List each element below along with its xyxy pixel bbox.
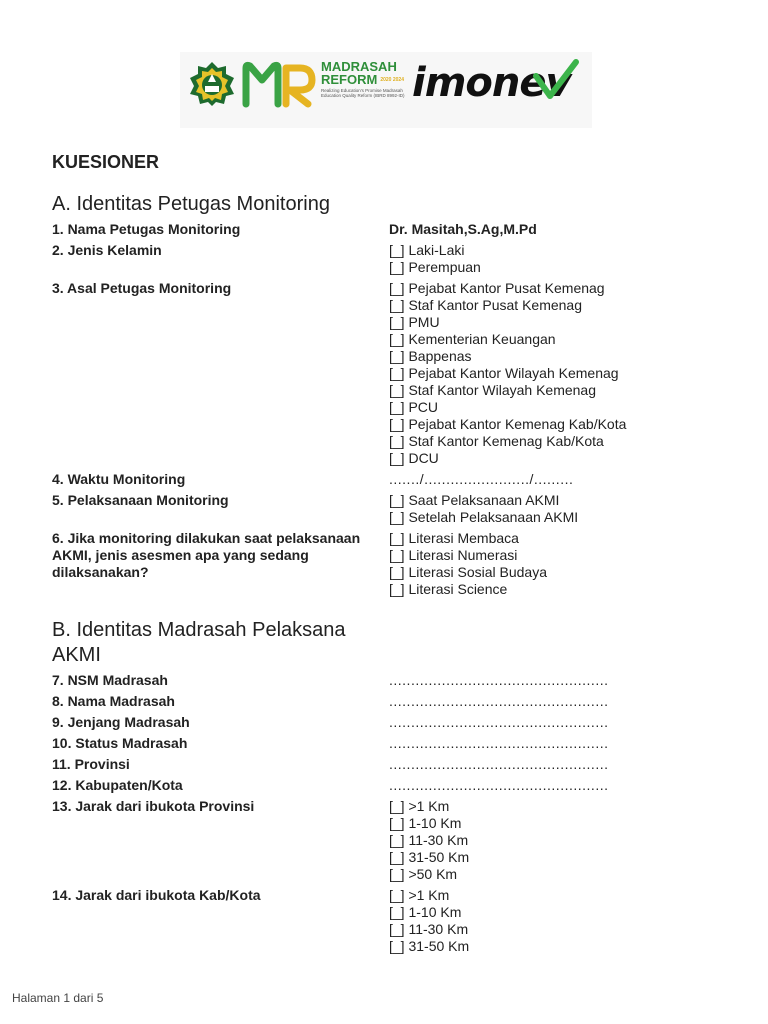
reform-title: REFORM bbox=[321, 72, 378, 87]
answer-options bbox=[389, 798, 732, 883]
kemenag-emblem-icon bbox=[188, 60, 236, 108]
question-row bbox=[52, 280, 732, 467]
answer-blank-field[interactable]: ......./......................../......... bbox=[389, 471, 574, 487]
answer-options bbox=[389, 693, 732, 710]
answer-option[interactable]: [_] >50 Km bbox=[389, 866, 458, 882]
question-row bbox=[52, 242, 732, 276]
answer-options bbox=[389, 777, 732, 794]
question-label: 12. Kabupaten/Kota bbox=[52, 777, 183, 793]
question-label: 6. Jika monitoring dilakukan saat pelaksanaan AKMI, jenis asesmen apa yang sedang dilaksanakan? bbox=[52, 530, 361, 580]
question-row bbox=[52, 530, 732, 598]
question-label: 10. Status Madrasah bbox=[52, 735, 188, 751]
answer-blank-field[interactable]: .................................................. bbox=[389, 714, 609, 730]
answer-option[interactable]: [_] 1-10 Km bbox=[389, 904, 462, 920]
answer-blank-field[interactable]: .................................................. bbox=[389, 735, 609, 751]
answer-blank-field[interactable]: .................................................. bbox=[389, 693, 609, 709]
question-label: 3. Asal Petugas Monitoring bbox=[52, 280, 232, 296]
question-row bbox=[52, 221, 732, 238]
answer-options bbox=[389, 735, 732, 752]
answer-options bbox=[389, 756, 732, 773]
question-row bbox=[52, 777, 732, 794]
section-b-questions bbox=[52, 672, 732, 955]
header-logo-banner bbox=[180, 52, 592, 128]
question-label: 11. Provinsi bbox=[52, 756, 130, 772]
question-label: 2. Jenis Kelamin bbox=[52, 242, 162, 258]
answer-options bbox=[389, 887, 732, 955]
question-row bbox=[52, 756, 732, 773]
answer-options bbox=[389, 242, 732, 276]
answer-options bbox=[389, 714, 732, 731]
answer-blank-field[interactable]: .................................................. bbox=[389, 777, 609, 793]
madrasah-reform-mr-icon bbox=[242, 60, 317, 108]
answer-options bbox=[389, 672, 732, 689]
answer-blank-field[interactable]: .................................................. bbox=[389, 756, 609, 772]
answer-option[interactable]: [_] Literasi Numerasi bbox=[389, 547, 518, 563]
answer-option[interactable]: [_] Laki-Laki bbox=[389, 242, 465, 258]
question-row bbox=[52, 492, 732, 526]
answer-option[interactable]: [_] PCU bbox=[389, 399, 439, 415]
answer-option[interactable]: [_] 1-10 Km bbox=[389, 815, 462, 831]
question-label: 1. Nama Petugas Monitoring bbox=[52, 221, 241, 237]
section-a-title: A. Identitas Petugas Monitoring bbox=[52, 193, 330, 215]
question-row bbox=[52, 887, 732, 955]
section-a-questions bbox=[52, 221, 732, 598]
answer-option[interactable]: [_] >1 Km bbox=[389, 887, 450, 903]
answer-option[interactable]: [_] Pejabat Kantor Pusat Kemenag bbox=[389, 280, 605, 296]
answer-options bbox=[389, 471, 732, 488]
answer-value: Dr. Masitah,S.Ag,M.Pd bbox=[389, 221, 537, 237]
question-label: 5. Pelaksanaan Monitoring bbox=[52, 492, 229, 508]
answer-option[interactable]: [_] >1 Km bbox=[389, 798, 450, 814]
answer-options bbox=[389, 530, 732, 598]
questionnaire-document bbox=[52, 150, 732, 959]
reform-years: 2020 2024 bbox=[380, 77, 404, 84]
answer-option[interactable]: [_] DCU bbox=[389, 450, 439, 466]
answer-option[interactable]: [_] Literasi Membaca bbox=[389, 530, 519, 546]
answer-option[interactable]: [_] Staf Kantor Wilayah Kemenag bbox=[389, 382, 596, 398]
question-row bbox=[52, 714, 732, 731]
question-row bbox=[52, 798, 732, 883]
answer-options bbox=[389, 280, 732, 467]
answer-option[interactable]: [_] Bappenas bbox=[389, 348, 472, 364]
answer-option[interactable]: [_] Setelah Pelaksanaan AKMI bbox=[389, 509, 579, 525]
question-label: 8. Nama Madrasah bbox=[52, 693, 175, 709]
question-label: 4. Waktu Monitoring bbox=[52, 471, 186, 487]
page-footer: Halaman 1 dari 5 bbox=[12, 991, 104, 1005]
question-row bbox=[52, 693, 732, 710]
answer-option[interactable]: [_] Literasi Sosial Budaya bbox=[389, 564, 547, 580]
answer-option[interactable]: [_] Kementerian Keuangan bbox=[389, 331, 556, 347]
answer-options bbox=[389, 492, 732, 526]
answer-option[interactable]: [_] 31-50 Km bbox=[389, 849, 470, 865]
answer-option[interactable]: [_] Saat Pelaksanaan AKMI bbox=[389, 492, 560, 508]
answer-option[interactable]: [_] 11-30 Km bbox=[389, 832, 469, 848]
answer-option[interactable]: [_] Pejabat Kantor Wilayah Kemenag bbox=[389, 365, 619, 381]
madrasah-title: MADRASAH bbox=[321, 59, 397, 74]
section-b-title: B. Identitas Madrasah Pelaksana AKMI bbox=[52, 619, 346, 666]
answer-option[interactable]: [_] PMU bbox=[389, 314, 440, 330]
imonev-logo-text: imonev bbox=[412, 60, 571, 106]
imonev-check-icon bbox=[532, 58, 580, 100]
question-row bbox=[52, 471, 732, 488]
answer-options bbox=[389, 221, 732, 238]
madrasah-reform-tagline: Realizing Education's Promise Madrasah Education Quality Reform (IBRD 8992-ID) bbox=[321, 88, 405, 99]
question-label: 13. Jarak dari ibukota Provinsi bbox=[52, 798, 255, 814]
answer-option[interactable]: [_] Pejabat Kantor Kemenag Kab/Kota bbox=[389, 416, 627, 432]
answer-option[interactable]: [_] Staf Kantor Kemenag Kab/Kota bbox=[389, 433, 604, 449]
question-label: 14. Jarak dari ibukota Kab/Kota bbox=[52, 887, 261, 903]
question-label: 7. NSM Madrasah bbox=[52, 672, 168, 688]
document-heading: KUESIONER bbox=[52, 152, 160, 172]
answer-option[interactable]: [_] Literasi Science bbox=[389, 581, 508, 597]
answer-blank-field[interactable]: .................................................. bbox=[389, 672, 609, 688]
question-label: 9. Jenjang Madrasah bbox=[52, 714, 190, 730]
answer-option[interactable]: [_] Staf Kantor Pusat Kemenag bbox=[389, 297, 583, 313]
question-row bbox=[52, 672, 732, 689]
question-row bbox=[52, 735, 732, 752]
answer-option[interactable]: [_] 31-50 Km bbox=[389, 938, 470, 954]
answer-option[interactable]: [_] Perempuan bbox=[389, 259, 481, 275]
answer-option[interactable]: [_] 11-30 Km bbox=[389, 921, 469, 937]
